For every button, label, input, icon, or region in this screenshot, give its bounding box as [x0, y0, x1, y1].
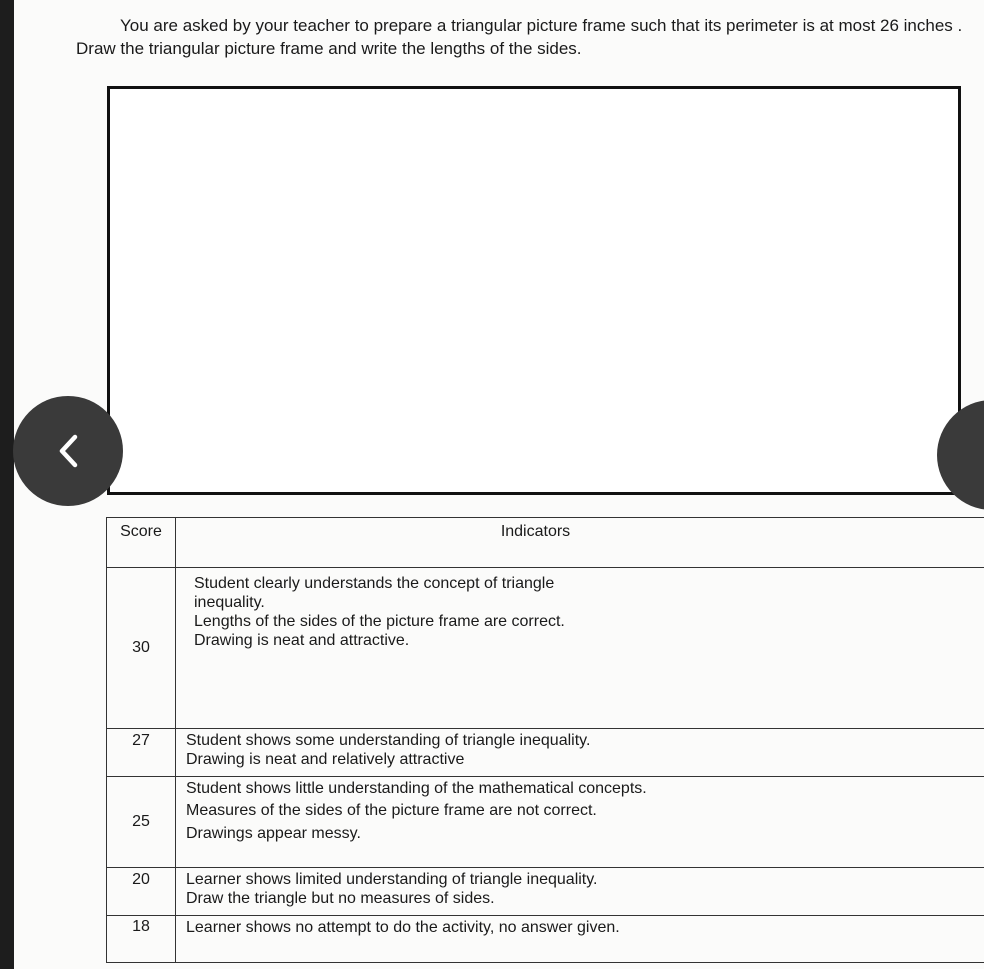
- indicator-line: Lengths of the sides of the picture frame are correct.: [194, 613, 565, 630]
- indicators-header: Indicators: [176, 518, 984, 568]
- viewer-edge: [0, 0, 14, 969]
- previous-page-button[interactable]: [13, 396, 123, 506]
- indicator-line: inequality.: [194, 594, 265, 611]
- indicator-cell: [176, 568, 984, 729]
- table-row: [107, 916, 984, 963]
- table-header-row: [107, 518, 984, 568]
- indicator-line: Learner shows no attempt to do the activity, no answer given.: [186, 919, 620, 936]
- indicator-cell: [176, 868, 984, 916]
- indicator-line: Measures of the sides of the picture frame are not correct.: [186, 802, 597, 819]
- indicator-cell: [176, 916, 984, 963]
- scoring-rubric-table: [106, 517, 984, 963]
- task-prompt: You are asked by your teacher to prepare a triangular picture frame such that its perimeter is at most 26 inches . Draw the triangular picture frame and write the lengths of the sides.: [76, 16, 963, 58]
- table-row: [107, 729, 984, 777]
- score-header: Score: [107, 518, 176, 568]
- score-cell: 27: [107, 729, 176, 777]
- indicator-line: Drawing is neat and relatively attractive: [186, 751, 465, 768]
- chevron-left-icon: [53, 431, 83, 471]
- indicator-line: Drawings appear messy.: [186, 825, 361, 842]
- table-row: [107, 568, 984, 729]
- indicator-line: Drawing is neat and attractive.: [194, 632, 410, 649]
- indicator-line: Student shows little understanding of the mathematical concepts.: [186, 780, 647, 797]
- score-cell: 25: [107, 777, 176, 868]
- score-cell: 18: [107, 916, 176, 963]
- indicator-cell: [176, 729, 984, 777]
- indicator-line: Learner shows limited understanding of triangle inequality.: [186, 871, 598, 888]
- score-cell: 30: [107, 568, 176, 729]
- table-row: [107, 777, 984, 868]
- indicator-line: Draw the triangle but no measures of sides.: [186, 890, 495, 907]
- drawing-area-box: [107, 86, 961, 495]
- score-cell: 20: [107, 868, 176, 916]
- table-row: [107, 868, 984, 916]
- indicator-line: Student shows some understanding of triangle inequality.: [186, 732, 591, 749]
- indicator-cell: [176, 777, 984, 868]
- indicator-line: Student clearly understands the concept of triangle: [194, 575, 555, 592]
